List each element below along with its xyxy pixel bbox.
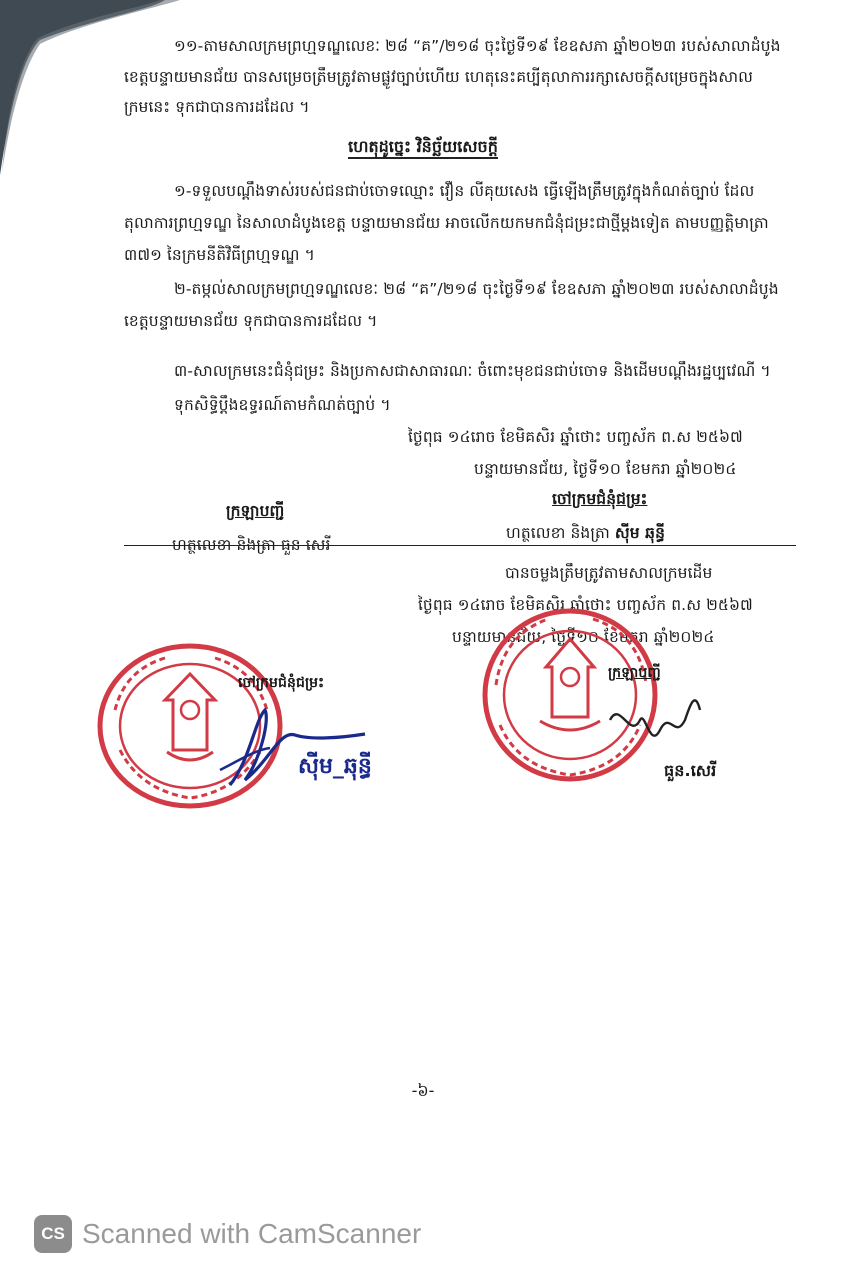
judge-title: ចៅក្រមជំនុំជម្រះ [552,490,648,508]
decision-line: តុលាការព្រហ្មទណ្ឌ នៃសាលាដំបូងខេត្ត បន្ទាយមានជ័យ អាចលើកយកមកជំនុំជម្រះជាថ្មីម្តងទៀត តាមបញ្ញត្តិមាត្រា [124,214,769,232]
clerk-title: ក្រឡាបញ្ជី [226,502,285,520]
section-heading [0,136,846,160]
decision-line: ៣៧១ នៃក្រមនីតិវិធីព្រហ្មទណ្ឌ ។ [124,246,315,264]
camscanner-watermark [34,1214,421,1254]
judge-signature-line [506,522,665,544]
copy-date-solar: បន្ទាយមានជ័យ, ថ្ងៃទី១០ ខែមករា ឆ្នាំ២០២៤ [452,628,715,646]
divider [124,545,796,546]
decision-line: ១-ទទួលបណ្តឹងទាស់របស់ជនជាប់ចោទឈ្មោះ វឿន លីគុយសេង ធ្វើឡើងត្រឹមត្រូវក្នុងកំណត់ច្បាប់ ដែល [174,182,755,200]
date-solar: បន្ទាយមានជ័យ, ថ្ងៃទី១០ ខែមករា ឆ្នាំ២០២៤ [474,460,737,478]
black-signature-icon [600,680,710,760]
decision-line: ខេត្តបន្ទាយមានជ័យ ទុកជាបានការដដែល ។ [124,312,378,330]
paragraph-line: ខេត្តបន្ទាយមានជ័យ បានសម្រេចត្រឹមត្រូវតាមផ្លូវច្បាប់ហើយ ហេតុនេះគប្បីតុលាការរក្សាសេចក្តីសម្រេចក្នុងសាល [124,68,754,86]
copy-date-lunar: ថ្ងៃពុធ ១៤រោច ខែមិគសិរ ឆ្នាំថោះ បញ្ចស័ក ព.ស ២៥៦៧ [418,596,753,614]
decision-line: ទុកសិទ្ធិប្តឹងឧទ្ធរណ៍តាមកំណត់ច្បាប់ ។ [174,396,391,414]
decision-line: ២-តម្កល់សាលក្រមព្រហ្មទណ្ឌលេខៈ ២៨ “គ”/២១៨ ចុះថ្ងៃទី១៩ ខែឧសភា ឆ្នាំ២០២៣ របស់សាលាដំបូង [174,280,779,298]
paragraph-line: ក្រមនេះ ទុកជាបានការដដែល ។ [124,98,310,116]
judge-name: ស៊ីម ឆុន្ធី [614,524,666,542]
decision-line: ៣-សាលក្រមនេះជំនុំជម្រះ និងប្រកាសជាសាធារណៈ ចំពោះមុខជនជាប់ចោទ និងដើមបណ្តឹងរដ្ឋប្បវេណី ។ [174,362,771,380]
clerk-signature-line: ហត្ថលេខា និងត្រា ធួន សេរី [172,536,331,554]
left-stamp-name: ស៊ីម_ឆុន្ធី [298,754,372,779]
heading-text: ហេតុដូច្នេះ វិនិច្ឆ័យសេចក្តី [348,137,498,159]
right-stamp-title: ក្រឡាបញ្ជី [608,665,661,681]
date-lunar: ថ្ងៃពុធ ១៤រោច ខែមិគសិរ ឆ្នាំថោះ បញ្ចស័ក ព.ស ២៥៦៧ [408,428,743,446]
right-stamp-name: ធួន.សេរី [664,761,717,780]
page-number: -៦- [411,1081,435,1100]
camscanner-logo-icon: CS [34,1215,72,1253]
left-stamp-title: ចៅក្រមជំនុំជម្រះ [238,675,325,691]
paragraph-line: ១១-តាមសាលក្រមព្រហ្មទណ្ឌលេខៈ ២៨ “គ”/២១៨ ចុះថ្ងៃទី១៩ ខែឧសភា ឆ្នាំ២០២៣ របស់សាលាដំបូង [174,37,781,55]
judge-sig-prefix: ហត្ថលេខា និងត្រា [506,524,615,542]
copy-certification: បានចម្លងត្រឹមត្រូវតាមសាលក្រមដើម [505,564,713,582]
watermark-text: Scanned with CamScanner [82,1218,422,1249]
